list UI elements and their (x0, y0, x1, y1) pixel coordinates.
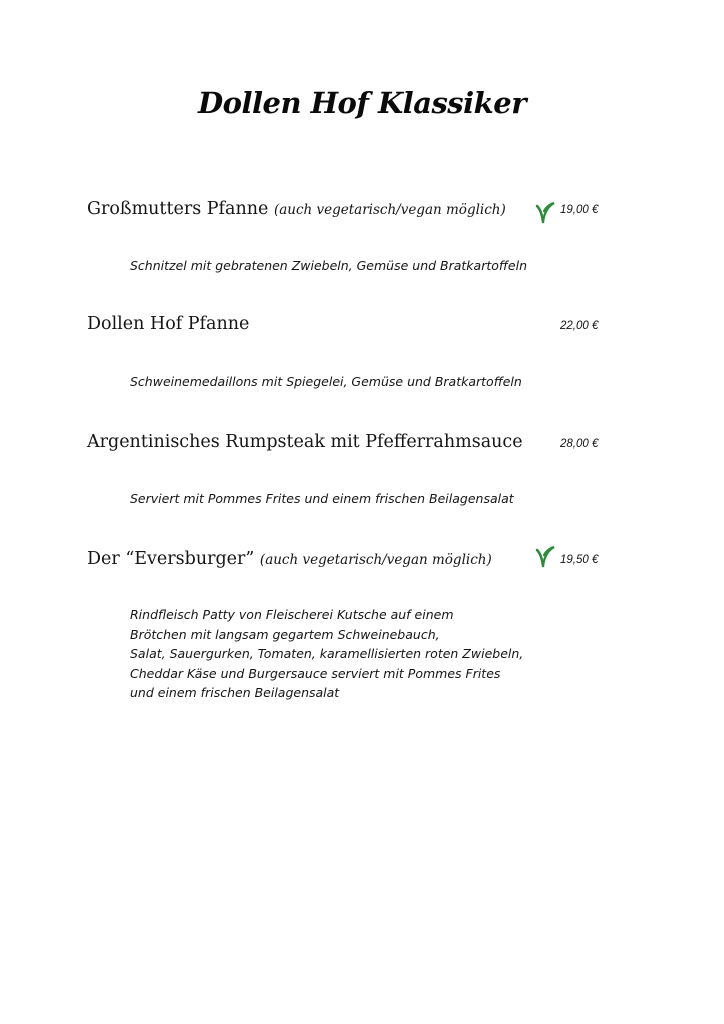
dish-vegan-note: (auch vegetarisch/vegan möglich) (273, 202, 506, 218)
description-line: Cheddar Käse und Burgersauce serviert mit Pommes Frites (130, 665, 501, 681)
dish-description-multiline (130, 605, 570, 703)
dish-description: Serviert mit Pommes Frites und einem frischen Beilagensalat (130, 491, 514, 506)
dish-price: 19,00 € (560, 204, 599, 216)
description-line: Rindfleisch Patty von Fleischerei Kutsche auf einem (130, 607, 454, 622)
dish-name: Großmutters Pfanne (87, 199, 269, 219)
description-line: Salat, Sauergurken, Tomaten, karamellisierten roten Zwiebeln, (130, 646, 524, 661)
vegan-leaf-icon (532, 197, 558, 225)
dish-title-rumpsteak (87, 432, 523, 452)
dish-title-dollen-hof-pfanne (87, 314, 249, 334)
vegan-leaf-icon (532, 541, 558, 569)
dish-price: 19,50 € (560, 554, 599, 566)
dish-description: Schnitzel mit gebratenen Zwiebeln, Gemüse und Bratkartoffeln (130, 258, 527, 273)
dish-title-eversburger (87, 549, 492, 569)
dish-name: Argentinisches Rumpsteak mit Pfefferrahmsauce (87, 432, 523, 452)
dish-price: 28,00 € (560, 438, 599, 450)
dish-title-grossmutters-pfanne (87, 199, 506, 219)
dish-price: 22,00 € (560, 320, 599, 332)
dish-name: Dollen Hof Pfanne (87, 314, 250, 334)
dish-name: Der “Eversburger” (87, 549, 255, 569)
description-line: und einem frischen Beilagensalat (130, 685, 340, 700)
page-title: Dollen Hof Klassiker (198, 86, 526, 120)
dish-vegan-note: (auch vegetarisch/vegan möglich) (259, 552, 492, 568)
dish-description: Schweinemedaillons mit Spiegelei, Gemüse und Bratkartoffeln (130, 374, 522, 389)
description-line: Brötchen mit langsam gegartem Schweinebauch, (130, 626, 440, 642)
